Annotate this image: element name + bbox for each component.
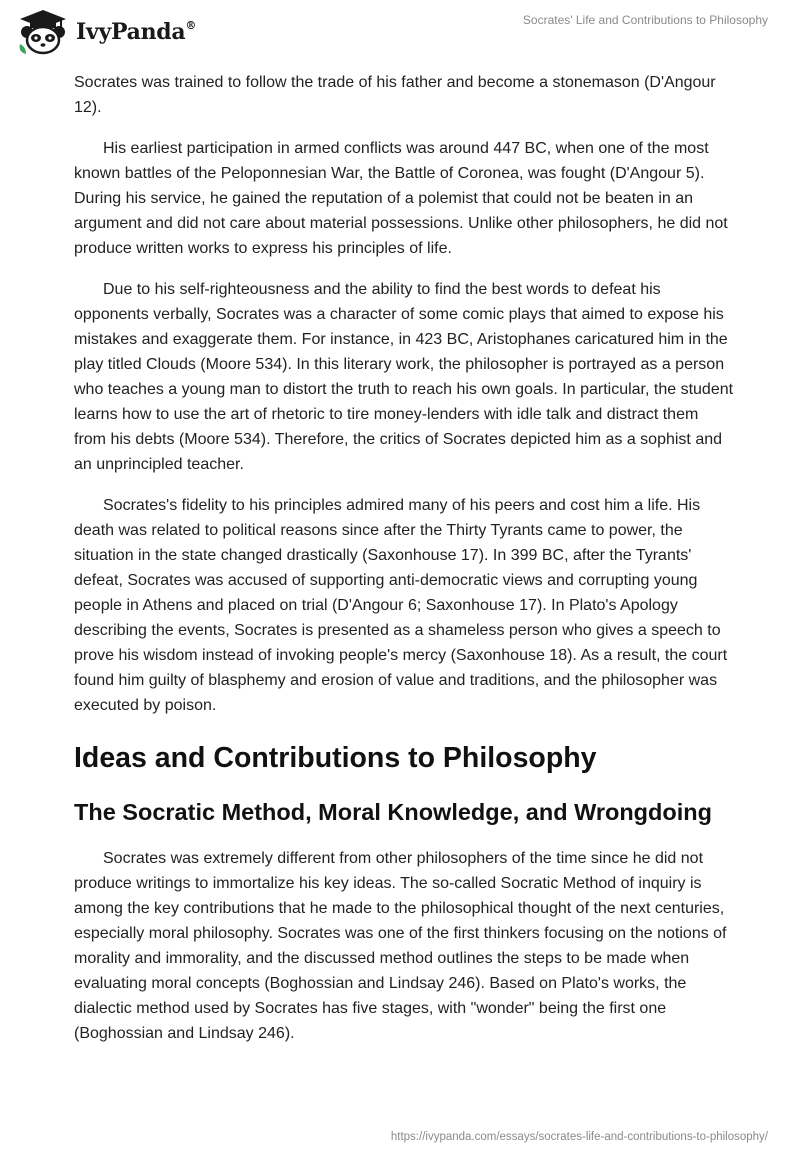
page-header xyxy=(0,0,800,64)
paragraph: Socrates was extremely different from other philosophers of the time since he did not produce writings to immortalize his key ideas. The so-called Socratic Method of inquiry is among the key contributions that he made to the philosophical thought of the next centuries, especially moral philosophy. Socrates was one of the first thinkers focusing on the notions of morality and immorality, and the discussed method outlines the steps to be made when evaluating moral concepts (Boghossian and Lindsay 246). Based on Plato's works, the dialectic method used by Socrates has five stages, with "wonder" being the first one (Boghossian and Lindsay 246). xyxy=(74,850,727,1042)
paragraph: Due to his self-righteousness and the ability to find the best words to defeat his opponents verbally, Socrates was a character of some comic plays that aimed to expose his mistakes and exaggerate them. For instance, in 423 BC, Aristophanes caricatured him in the play titled Clouds (Moore 534). In this literary work, the philosopher is portrayed as a person who teaches a young man to distort the truth to reach his own goals. In particular, the student learns how to use the art of rhetoric to tire money-lenders with idle talk and distract them from his debts (Moore 534). Therefore, the critics of Socrates depicted him as a sophist and an unprincipled teacher. xyxy=(74,281,734,473)
subsection-heading: The Socratic Method, Moral Knowledge, and Wrongdoing xyxy=(74,799,712,825)
paragraph: Socrates was trained to follow the trade of his father and become a stonemason (D'Angour 12). xyxy=(74,74,716,116)
paragraph: His earliest participation in armed conflicts was around 447 BC, when one of the most known battles of the Peloponnesian War, the Battle of Coronea, was fought (D'Angour 5). During his service, he gained the reputation of a polemist that could not be beaten in an argument and did not care about material possessions. Unlike other philosophers, he did not produce written works to express his principles of life. xyxy=(74,140,728,257)
panda-logo-icon xyxy=(16,8,70,56)
brand-logo[interactable] xyxy=(16,8,196,56)
source-url[interactable]: https://ivypanda.com/essays/socrates-life-and-contributions-to-philosophy/ xyxy=(390,1131,768,1143)
document-title: Socrates' Life and Contributions to Philosophy xyxy=(522,13,768,27)
essay-content xyxy=(74,70,734,1062)
section-heading: Ideas and Contributions to Philosophy xyxy=(74,742,597,774)
paragraph: Socrates's fidelity to his principles admired many of his peers and cost him a life. His death was related to political reasons since after the Thirty Tyrants came to power, the situation in the state changed drastically (Saxonhouse 17). In 399 BC, after the Tyrants' defeat, Socrates was accused of supporting anti-democratic views and corrupting young people in Athens and placed on trial (D'Angour 6; Saxonhouse 17). In Plato's Apology describing the events, Socrates is presented as a shameless person who gives a speech to prove his wisdom instead of invoking people's mercy (Saxonhouse 18). As a result, the court found him guilty of blasphemy and erosion of value and traditions, and the philosopher was executed by poison. xyxy=(74,497,728,714)
brand-name: IvyPanda® xyxy=(76,18,197,45)
